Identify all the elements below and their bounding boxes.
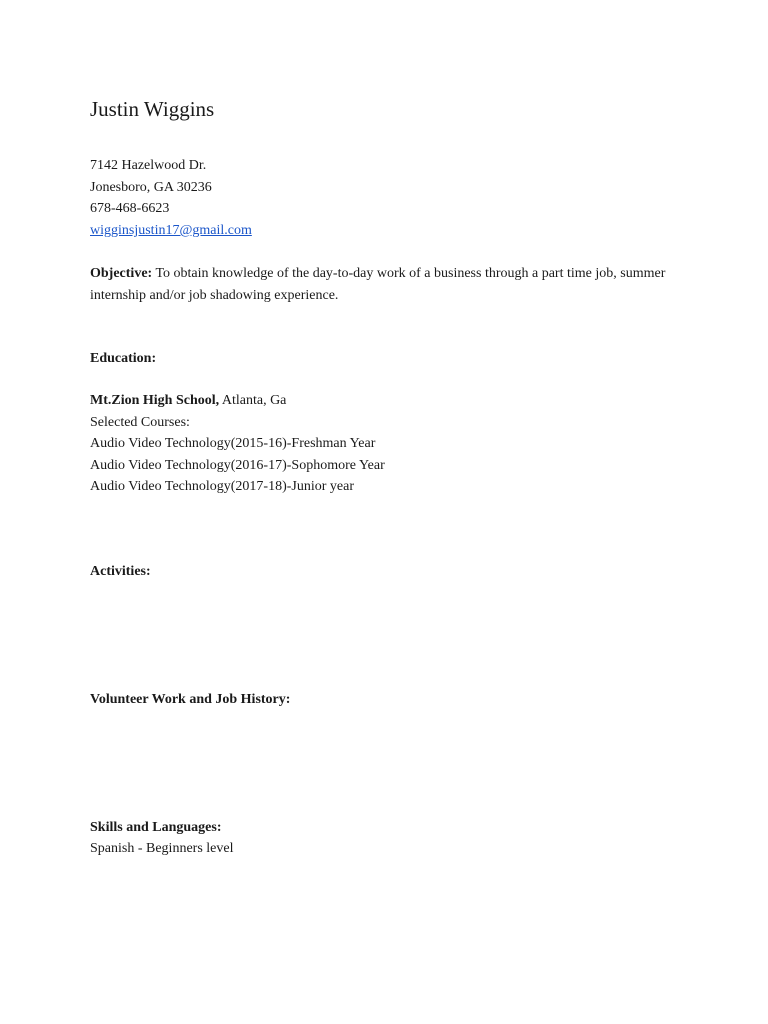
email-link[interactable]: wigginsjustin17@gmail.com bbox=[90, 223, 252, 238]
course-item: Audio Video Technology(2015-16)-Freshman Year bbox=[90, 436, 376, 451]
selected-courses-label: Selected Courses: bbox=[90, 415, 190, 430]
school-line bbox=[90, 390, 286, 412]
objective-label: Objective: bbox=[90, 266, 153, 281]
objective-paragraph bbox=[90, 263, 680, 306]
phone-number: 678-468-6623 bbox=[90, 201, 170, 216]
school-location: Atlanta, Ga bbox=[219, 393, 287, 408]
address-street: 7142 Hazelwood Dr. bbox=[90, 158, 207, 173]
school-name: Mt.Zion High School, bbox=[90, 393, 220, 408]
skills-heading: Skills and Languages: bbox=[90, 820, 222, 835]
applicant-name: Justin Wiggins bbox=[90, 97, 215, 121]
education-heading: Education: bbox=[90, 351, 157, 366]
course-item: Audio Video Technology(2017-18)-Junior year bbox=[90, 479, 354, 494]
course-item: Audio Video Technology(2016-17)-Sophomore Year bbox=[90, 458, 385, 473]
skill-item: Spanish - Beginners level bbox=[90, 841, 234, 856]
objective-text: To obtain knowledge of the day-to-day work of a business through a part time job, summer internship and/or job shadowing experience. bbox=[90, 266, 666, 303]
address-city-state-zip: Jonesboro, GA 30236 bbox=[90, 180, 212, 195]
volunteer-heading: Volunteer Work and Job History: bbox=[90, 692, 291, 707]
activities-heading: Activities: bbox=[90, 564, 151, 579]
